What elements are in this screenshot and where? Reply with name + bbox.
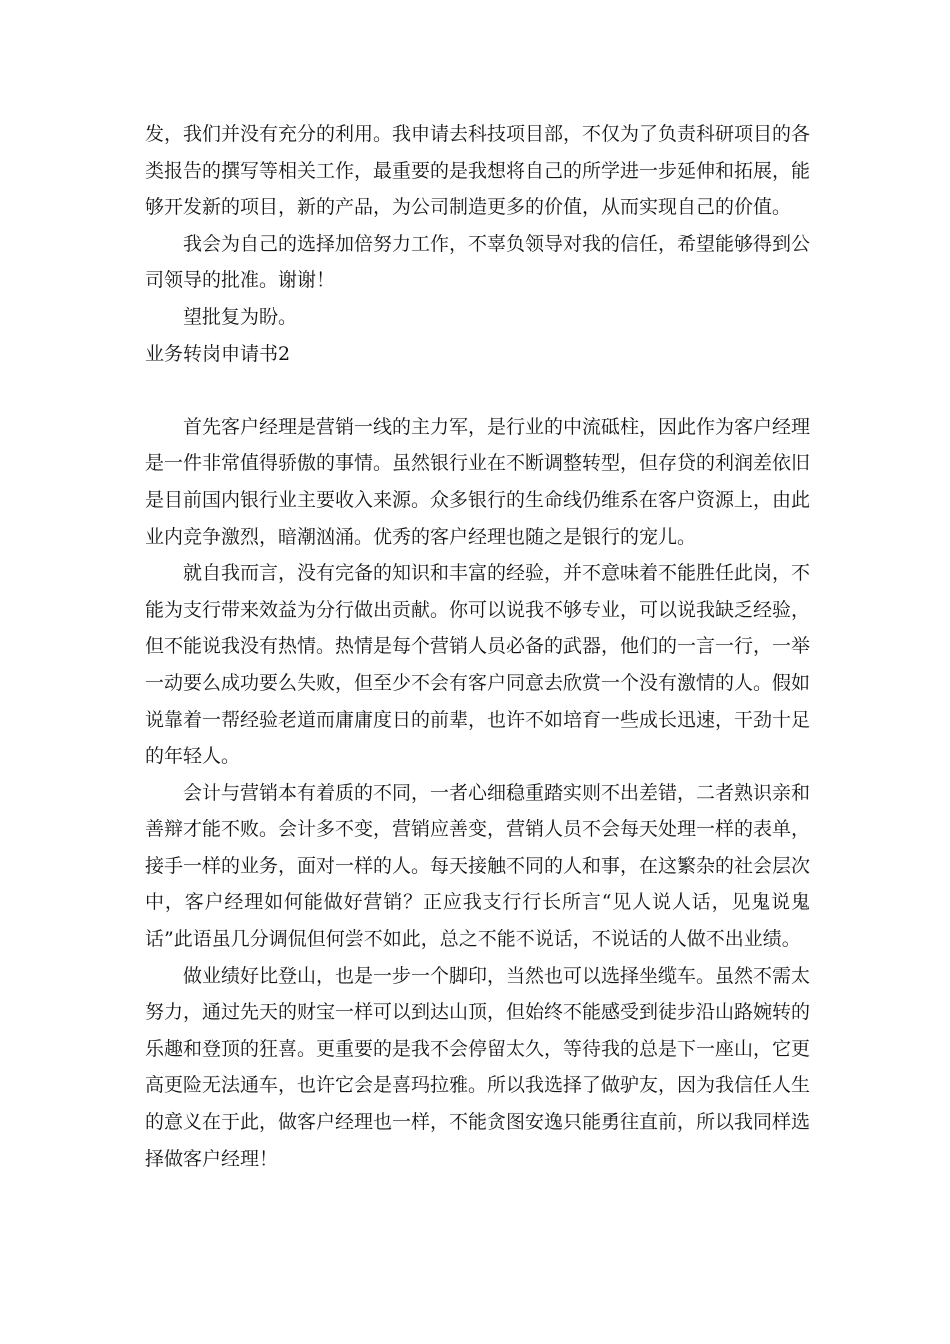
document-body	[145, 116, 810, 1177]
paragraph: 我会为自己的选择加倍努力工作，不辜负领导对我的信任，希望能够得到公司领导的批准。谢谢！	[145, 232, 811, 292]
paragraph: 会计与营销本有着质的不同，一者心细稳重踏实则不出差错，二者熟识亲和善辩才能不败。会计多不变，营销应善变，营销人员不会每天处理一样的表单，接手一样的业务，面对一样的人。每天接触不同的人和事，在这繁杂的社会层次中，客户经理如何能做好营销？正应我支行行长所言“见人说人话，见鬼说鬼话”此语虽几分调侃但何尝不如此，总之不能不说话，不说话的人做不出业绩。	[145, 781, 811, 951]
paragraph-continued: 发，我们并没有充分的利用。我申请去科技项目部，不仅为了负责科研项目的各类报告的撰写等相关工作，最重要的是我想将自己的所学进一步延伸和拓展，能够开发新的项目，新的产品，为公司制造更多的价值，从而实现自己的价值。	[145, 123, 811, 219]
paragraph: 望批复为盼。	[183, 305, 298, 328]
blank-line	[145, 372, 810, 409]
paragraph: 就自我而言，没有完备的知识和丰富的经验，并不意味着不能胜任此岗，不能为支行带来效益为分行做出贡献。你可以说我不够专业，可以说我缺乏经验，但不能说我没有热情。热情是每个营销人员必备的武器，他们的一言一行，一举一动要么成功要么失败，但至少不会有客户同意去欣赏一个没有激情的人。假如说靠着一帮经验老道而庸庸度日的前辈，也许不如培育一些成长迅速，干劲十足的年轻人。	[145, 562, 811, 768]
section-title: 业务转岗申请书2	[145, 342, 291, 365]
paragraph: 做业绩好比登山，也是一步一个脚印，当然也可以选择坐缆车。虽然不需太努力，通过先天的财宝一样可以到达山顶，但始终不能感受到徒步沿山路婉转的乐趣和登顶的狂喜。更重要的是我不会停留太久，等待我的总是下一座山，它更高更险无法通车，也许它会是喜玛拉雅。所以我选择了做驴友，因为我信任人生的意义在于此，做客户经理也一样，不能贪图安逸只能勇往直前，所以我同样选择做客户经理！	[145, 964, 811, 1170]
paragraph: 首先客户经理是营销一线的主力军，是行业的中流砥柱，因此作为客户经理是一件非常值得骄傲的事情。虽然银行业在不断调整转型，但存贷的利润差依旧是目前国内银行业主要收入来源。众多银行的生命线仍维系在客户资源上，由此业内竞争激烈，暗潮汹涌。优秀的客户经理也随之是银行的宠儿。	[145, 415, 811, 548]
